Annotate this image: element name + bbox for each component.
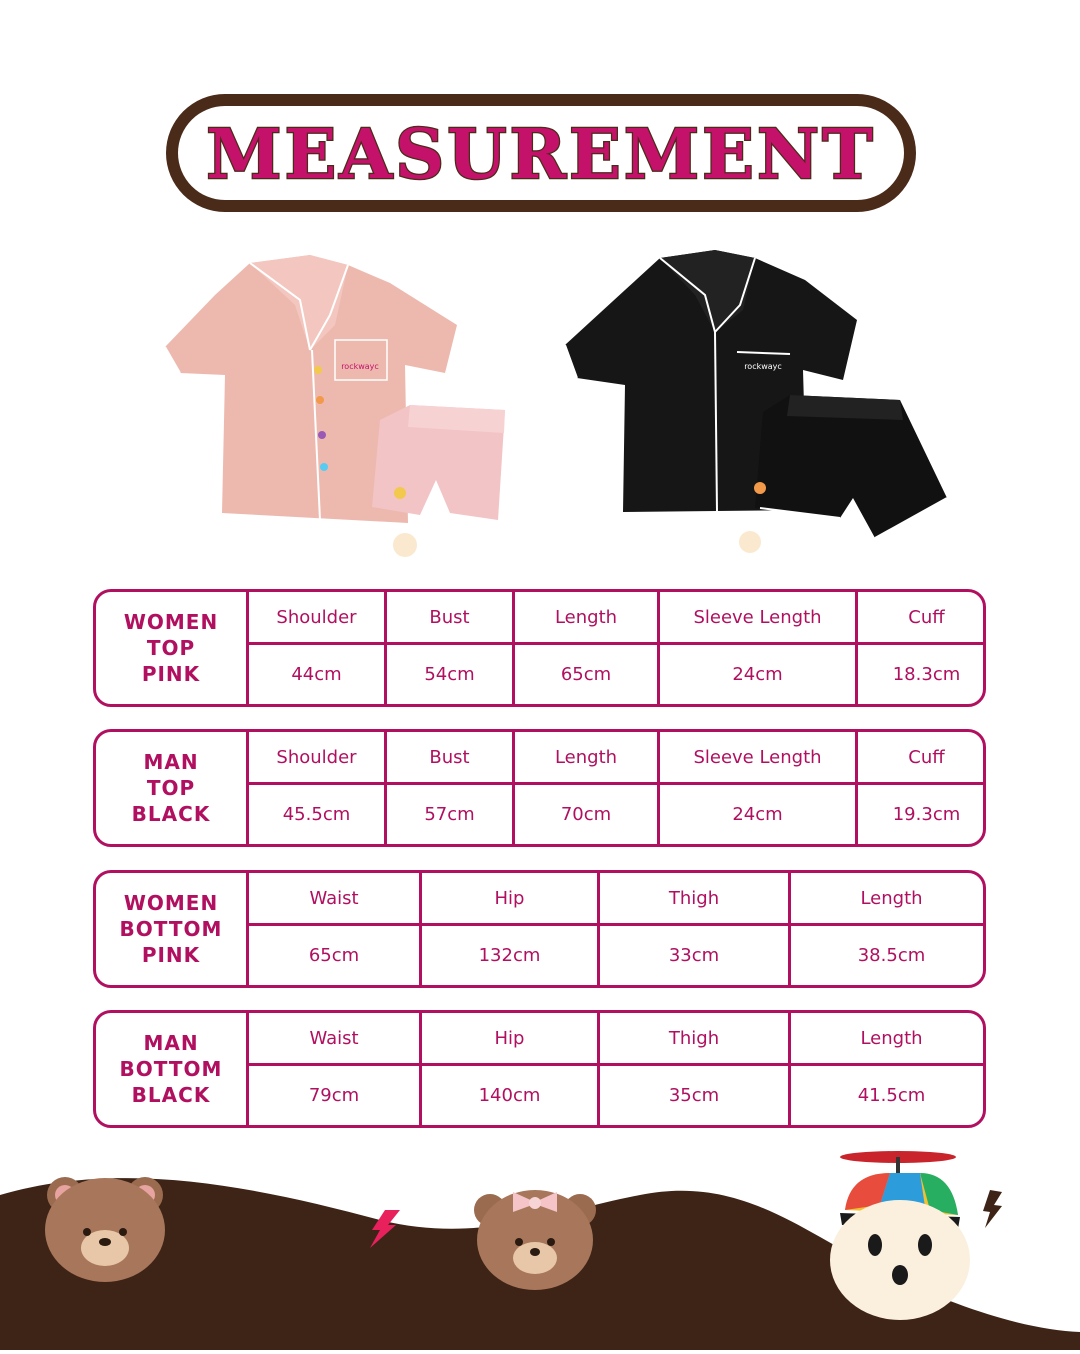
- measurement-table: [93, 589, 986, 707]
- bear-icon: [45, 1177, 165, 1282]
- title-text: MEASUREMENT: [206, 115, 876, 195]
- lightning-icon: [983, 1190, 1002, 1228]
- value-cell: 19.3cm: [892, 804, 961, 825]
- header-cell: Thigh: [668, 887, 720, 909]
- black-pajama-set-image: [565, 250, 950, 560]
- value-cell: 70cm: [560, 804, 612, 825]
- header-cell: Sleeve Length: [693, 746, 822, 768]
- header-cell: Bust: [429, 606, 470, 628]
- header-cell: Length: [554, 746, 618, 768]
- table-label-line: MAN: [143, 750, 199, 774]
- table-label-line: BLACK: [131, 802, 211, 826]
- table-label: [96, 1013, 249, 1125]
- value-cell: 79cm: [308, 1085, 360, 1106]
- page-title: [160, 88, 922, 218]
- header-cell: Thigh: [668, 1027, 720, 1049]
- header-cell: Waist: [309, 1027, 359, 1049]
- header-cell: Length: [860, 887, 923, 909]
- puppy-propeller-hat-icon: [830, 1151, 970, 1320]
- measurement-table: [93, 729, 986, 847]
- table-label-line: MAN: [143, 1031, 199, 1055]
- value-cell: 35cm: [668, 1085, 720, 1106]
- table-label: [96, 873, 249, 985]
- table-label: [96, 732, 249, 844]
- table-label-line: BOTTOM: [119, 917, 223, 941]
- value-cell: 24cm: [732, 664, 783, 685]
- value-cell: 18.3cm: [892, 664, 961, 685]
- value-cell: 44cm: [291, 664, 342, 685]
- value-cell: 65cm: [308, 945, 360, 966]
- pink-pajama-set-image: [160, 255, 510, 560]
- table-label: [96, 592, 249, 704]
- pink-brand-text: rockwayc: [341, 362, 379, 371]
- value-cell: 41.5cm: [857, 1085, 926, 1106]
- table-label-line: BLACK: [131, 1083, 211, 1107]
- header-cell: Cuff: [908, 606, 945, 628]
- table-label-line: PINK: [141, 943, 201, 967]
- footer-decoration: [0, 1150, 1080, 1350]
- measurement-table: [93, 870, 986, 988]
- value-cell: 57cm: [424, 804, 475, 825]
- table-label-line: TOP: [146, 776, 196, 800]
- value-cell: 140cm: [478, 1085, 541, 1106]
- header-cell: Sleeve Length: [693, 606, 822, 628]
- table-label-line: PINK: [141, 662, 201, 686]
- table-label-line: TOP: [146, 636, 196, 660]
- header-cell: Length: [860, 1027, 923, 1049]
- black-brand-text: rockwayc: [744, 362, 782, 371]
- value-cell: 38.5cm: [857, 945, 926, 966]
- header-cell: Waist: [309, 887, 359, 909]
- table-label-line: BOTTOM: [119, 1057, 223, 1081]
- header-cell: Hip: [494, 1027, 525, 1049]
- value-cell: 45.5cm: [282, 804, 351, 825]
- header-cell: Shoulder: [276, 746, 357, 768]
- measurement-table: [93, 1010, 986, 1128]
- value-cell: 132cm: [478, 945, 541, 966]
- value-cell: 65cm: [560, 664, 612, 685]
- table-label-line: WOMEN: [123, 610, 219, 634]
- value-cell: 54cm: [424, 664, 475, 685]
- header-cell: Bust: [429, 746, 470, 768]
- header-cell: Cuff: [908, 746, 945, 768]
- header-cell: Shoulder: [276, 606, 357, 628]
- table-label-line: WOMEN: [123, 891, 219, 915]
- value-cell: 33cm: [668, 945, 720, 966]
- value-cell: 24cm: [732, 804, 783, 825]
- header-cell: Length: [554, 606, 618, 628]
- header-cell: Hip: [494, 887, 525, 909]
